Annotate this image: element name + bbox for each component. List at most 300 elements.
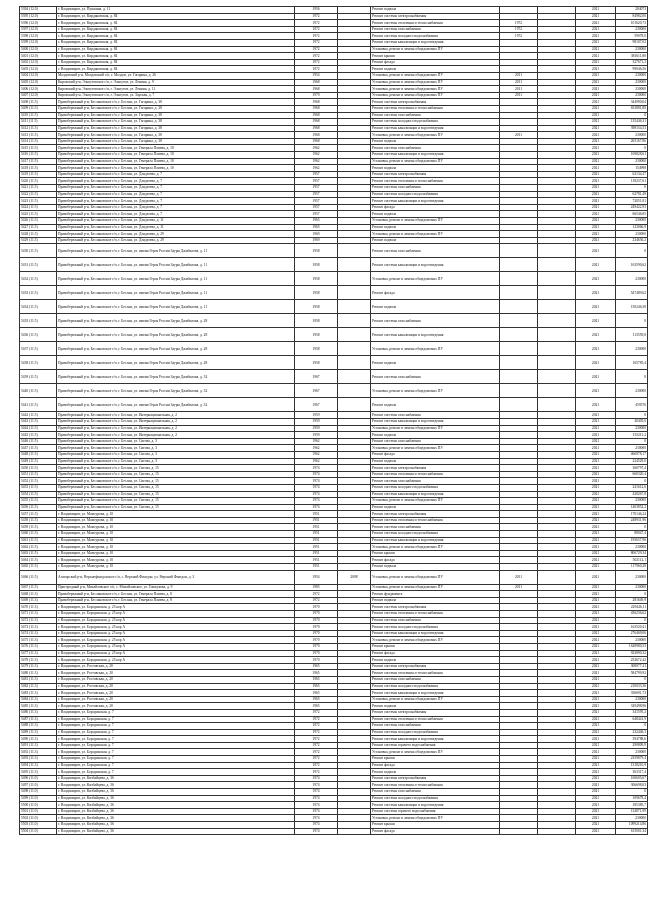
row-number: 5424 (11.5) [20, 204, 57, 211]
extra-year-cell [538, 617, 576, 624]
cost-cell: 502112,1 [616, 557, 648, 564]
planned-year-cell: 2021 [576, 524, 616, 531]
work-type-cell: Установка, ремонт и замена общедомовых ПУ [371, 218, 500, 225]
planned-year-cell: 2021 [576, 570, 616, 584]
build-year-cell: 1968 [295, 79, 338, 86]
extra-year-cell [538, 211, 576, 218]
row-number: 5416 (11.5) [20, 152, 57, 159]
planned-year-cell: 2021 [576, 198, 616, 205]
last-repair-year-cell [500, 484, 538, 491]
last-repair-year-cell [500, 762, 538, 769]
table-row [20, 478, 648, 485]
cost-cell: 363317,4 [616, 769, 648, 776]
planned-year-cell: 2021 [576, 657, 616, 664]
cost-cell: 308077,41 [616, 663, 648, 670]
table-row [20, 637, 648, 644]
cost-cell: 648441,9 [616, 716, 648, 723]
row-number: 5500 (11.0) [20, 802, 57, 809]
address-cell: Правобережный р-н, Беслановское г/п, г. Беслан, ул. Дзидзоева, д. 7 [57, 178, 295, 185]
extra-year-cell [538, 218, 576, 225]
planned-year-cell: 2021 [576, 79, 616, 86]
cost-cell: 276469,06 [616, 630, 648, 637]
table-row [20, 617, 648, 624]
planned-year-cell: 2021 [576, 663, 616, 670]
build-year-cell: 1951 [295, 550, 338, 557]
cost-cell: 163520,41 [616, 624, 648, 631]
planned-year-cell: 2021 [576, 72, 616, 79]
address-cell: Правобережный р-н, Беслановское г/п, г. Беслан, ул. Гагарина, д. 38 [57, 99, 295, 106]
last-repair-year-cell [500, 370, 538, 384]
extra-year-cell [538, 72, 576, 79]
reconstruction-year-cell [338, 438, 371, 445]
table-row [20, 517, 648, 524]
reconstruction-year-cell [338, 356, 371, 370]
cost-cell: 72051,81 [616, 198, 648, 205]
table-row [20, 709, 648, 716]
address-cell: г. Владимиров, ул. Мамсурова, д. 10 [57, 550, 295, 557]
cost-cell: 113559,8 [616, 328, 648, 342]
address-cell: Правобережный р-н, Беслановское г/п, г. Беслан, ул. Интернациональная, д. 2 [57, 432, 295, 439]
table-row [20, 591, 648, 598]
build-year-cell: 1974 [295, 782, 338, 789]
build-year-cell: 1985 [295, 584, 338, 591]
address-cell: Правобережный р-н, Беслановское г/п, г. Беслан, ул. Гагарина, д. 38 [57, 119, 295, 126]
work-type-cell: Ремонт крыши [371, 643, 500, 650]
address-cell: Правобережный р-н, Беслановское г/п, г. Беслан, ул. Дзидзоева, д. 29 [57, 231, 295, 238]
work-type-cell: Ремонт системы электроснабжения [371, 465, 500, 472]
row-number: 5430 (11.5) [20, 244, 57, 258]
build-year-cell: 1962 [295, 438, 338, 445]
build-year-cell: 1957 [295, 211, 338, 218]
extra-year-cell [538, 198, 576, 205]
build-year-cell: 1974 [295, 491, 338, 498]
last-repair-year-cell [500, 802, 538, 809]
last-repair-year-cell [500, 604, 538, 611]
extra-year-cell [538, 478, 576, 485]
work-type-cell: Ремонт системы канализации и водоотведения [371, 802, 500, 809]
build-year-cell: 1959 [295, 425, 338, 432]
work-type-cell: Установка, ремонт и замена общедомовых ПУ [371, 445, 500, 452]
reconstruction-year-cell [338, 650, 371, 657]
last-repair-year-cell [500, 328, 538, 342]
extra-year-cell [538, 795, 576, 802]
cost-cell: 210033,36 [616, 683, 648, 690]
work-type-cell: Ремонт подвала [371, 211, 500, 218]
row-number: 5457 (11.5) [20, 511, 57, 518]
build-year-cell: 1967 [295, 398, 338, 412]
build-year-cell: 1959 [295, 412, 338, 419]
table-row [20, 491, 648, 498]
last-repair-year-cell [500, 13, 538, 20]
planned-year-cell: 2021 [576, 92, 616, 99]
reconstruction-year-cell [338, 491, 371, 498]
work-type-cell: Ремонт системы холодного водоснабжения [371, 795, 500, 802]
cost-cell: 185385,7 [616, 802, 648, 809]
extra-year-cell [538, 458, 576, 465]
last-repair-year-cell [500, 511, 538, 518]
last-repair-year-cell: 1972 [500, 26, 538, 33]
row-number: 5479 (11.3) [20, 663, 57, 670]
address-cell: Пригородный р-н, Михайловское с/п, с. Михайловское, ул. Гонжукова, д. 9 [57, 584, 295, 591]
last-repair-year-cell [500, 696, 538, 703]
extra-year-cell [538, 808, 576, 815]
build-year-cell: 1954 [295, 570, 338, 584]
row-number: 5482 (11.3) [20, 683, 57, 690]
row-number: 5468 (11.3) [20, 591, 57, 598]
reconstruction-year-cell [338, 178, 371, 185]
extra-year-cell [538, 398, 576, 412]
work-type-cell: Ремонт системы электроснабжения [371, 604, 500, 611]
planned-year-cell: 2021 [576, 451, 616, 458]
table-row [20, 204, 648, 211]
table-row [20, 59, 648, 66]
extra-year-cell [538, 564, 576, 571]
build-year-cell: 1958 [295, 356, 338, 370]
planned-year-cell: 2021 [576, 112, 616, 119]
extra-year-cell [538, 125, 576, 132]
cost-cell: 195657,96 [616, 537, 648, 544]
last-repair-year-cell [500, 218, 538, 225]
build-year-cell: 1951 [295, 544, 338, 551]
cost-cell: 356691,73 [616, 690, 648, 697]
cost-cell: 230000 [616, 696, 648, 703]
build-year-cell: 1958 [295, 286, 338, 300]
table-row [20, 178, 648, 185]
cost-cell: 0 [616, 591, 648, 598]
row-number: 5423 (11.5) [20, 198, 57, 205]
row-number: 5504 (11.0) [20, 828, 57, 835]
reconstruction-year-cell [338, 676, 371, 683]
table-row [20, 86, 648, 93]
cost-cell: 0 [616, 478, 648, 485]
extra-year-cell [538, 191, 576, 198]
reconstruction-year-cell [338, 258, 371, 272]
build-year-cell: 1956 [295, 7, 338, 14]
planned-year-cell: 2021 [576, 723, 616, 730]
table-row [20, 286, 648, 300]
build-year-cell: 1968 [295, 112, 338, 119]
address-cell: Правобережный р-н, Беслановское г/п, г. Беслан, ул. Сигова, д. 3 [57, 451, 295, 458]
table-row [20, 171, 648, 178]
work-type-cell: Установка, ремонт и замена общедомовых ПУ [371, 425, 500, 432]
planned-year-cell: 2021 [576, 808, 616, 815]
planned-year-cell: 2021 [576, 384, 616, 398]
work-type-cell: Ремонт подвала [371, 237, 500, 244]
row-number: 5474 (11.3) [20, 630, 57, 637]
reconstruction-year-cell [338, 20, 371, 27]
reconstruction-year-cell [338, 762, 371, 769]
reconstruction-year-cell [338, 86, 371, 93]
row-number: 5481 (11.3) [20, 676, 57, 683]
build-year-cell: 1951 [295, 524, 338, 531]
last-repair-year-cell [500, 716, 538, 723]
work-type-cell: Ремонт крыши [371, 822, 500, 829]
work-type-cell: Ремонт фундамента [371, 591, 500, 598]
cost-cell: 249422,93 [616, 204, 648, 211]
planned-year-cell: 2021 [576, 597, 616, 604]
planned-year-cell: 2021 [576, 729, 616, 736]
build-year-cell: 1968 [295, 132, 338, 139]
extra-year-cell [538, 286, 576, 300]
build-year-cell: 1962 [295, 458, 338, 465]
work-type-cell: Ремонт фасада [371, 557, 500, 564]
build-year-cell: 1972 [295, 729, 338, 736]
last-repair-year-cell: 2011 [500, 584, 538, 591]
row-number: 5478 (11.3) [20, 657, 57, 664]
reconstruction-year-cell [338, 617, 371, 624]
row-number: 5490 (11.3) [20, 736, 57, 743]
last-repair-year-cell [500, 119, 538, 126]
row-number: 5444 (11.5) [20, 425, 57, 432]
address-cell: Правобережный р-н, Беслановское г/п, г. Беслан, ул. имени Героя России Зауры Джибилова, д. 11 [57, 272, 295, 286]
table-row [20, 418, 648, 425]
last-repair-year-cell [500, 272, 538, 286]
last-repair-year-cell [500, 46, 538, 53]
address-cell: г. Владимиров, ул. Ростовская, д. 20 [57, 676, 295, 683]
reconstruction-year-cell [338, 328, 371, 342]
cost-cell: 284073 [616, 7, 648, 14]
row-number: 5462 (11.5) [20, 544, 57, 551]
planned-year-cell: 2021 [576, 504, 616, 511]
work-type-cell: Ремонт системы горячего водоснабжения [371, 808, 500, 815]
address-cell: г. Владимиров, ул. Кизбайцева, д. 36 [57, 808, 295, 815]
extra-year-cell [538, 451, 576, 458]
extra-year-cell [538, 756, 576, 763]
extra-year-cell [538, 425, 576, 432]
build-year-cell: 1974 [295, 471, 338, 478]
build-year-cell: 1959 [295, 418, 338, 425]
table-row [20, 258, 648, 272]
extra-year-cell [538, 237, 576, 244]
work-type-cell: Ремонт подвала [371, 356, 500, 370]
work-type-cell: Ремонт системы электроснабжения [371, 709, 500, 716]
address-cell: Правобережный р-н, Беслановское г/п, г. Беслан, ул. Гагарина, д. 38 [57, 105, 295, 112]
work-type-cell: Ремонт системы канализации и водоотведения [371, 418, 500, 425]
cost-cell: 99046,56 [616, 66, 648, 73]
row-number: 5498 (11.0) [20, 789, 57, 796]
work-type-cell: Ремонт системы канализации и водоотведения [371, 537, 500, 544]
work-type-cell: Ремонт системы электроснабжения [371, 13, 500, 20]
planned-year-cell: 2021 [576, 795, 616, 802]
row-number: 5467 (11.5) [20, 584, 57, 591]
build-year-cell: 1951 [295, 517, 338, 524]
address-cell: г. Владимиров, ул. Ростовская, д. 20 [57, 683, 295, 690]
reconstruction-year-cell [338, 59, 371, 66]
last-repair-year-cell [500, 564, 538, 571]
address-cell: Правобережный р-н, Беслановское г/п, г. Беслан, ул. Генерала Плиева, д. 8 [57, 597, 295, 604]
work-type-cell: Установка, ремонт и замена общедомовых ПУ [371, 498, 500, 505]
cost-cell: 230000 [616, 384, 648, 398]
work-type-cell: Ремонт системы отопления и теплоснабжения [371, 611, 500, 618]
work-type-cell: Ремонт системы канализации и водоотведения [371, 125, 500, 132]
last-repair-year-cell [500, 544, 538, 551]
row-number: 5443 (11.5) [20, 418, 57, 425]
table-row [20, 471, 648, 478]
build-year-cell: 1974 [295, 478, 338, 485]
address-cell: Правобережный р-н, Беслановское г/п, г. Беслан, ул. Генерала Плиева, д. 10 [57, 152, 295, 159]
reconstruction-year-cell [338, 13, 371, 20]
row-number: 5496 (11.0) [20, 775, 57, 782]
extra-year-cell [538, 20, 576, 27]
extra-year-cell [538, 300, 576, 314]
build-year-cell: 1972 [295, 46, 338, 53]
last-repair-year-cell [500, 498, 538, 505]
table-row [20, 328, 648, 342]
address-cell: г. Владимиров, ул. Бородинская, д. 25 кор А [57, 624, 295, 631]
row-number: 5432 (11.5) [20, 272, 57, 286]
work-type-cell: Ремонт подвала [371, 657, 500, 664]
cost-cell: 615001,34 [616, 828, 648, 835]
reconstruction-year-cell [338, 703, 371, 710]
planned-year-cell: 2021 [576, 105, 616, 112]
planned-year-cell: 2021 [576, 412, 616, 419]
reconstruction-year-cell [338, 158, 371, 165]
reconstruction-year-cell [338, 39, 371, 46]
reconstruction-year-cell [338, 637, 371, 644]
last-repair-year-cell [500, 815, 538, 822]
planned-year-cell: 2021 [576, 171, 616, 178]
work-type-cell: Установка, ремонт и замена общедомовых ПУ [371, 696, 500, 703]
address-cell: Правобережный р-н, Беслановское г/п, г. Беслан, ул. имени Героя России Зауры Джибилова, д. 28 [57, 342, 295, 356]
last-repair-year-cell [500, 670, 538, 677]
build-year-cell: 1970 [295, 92, 338, 99]
address-cell: г. Владимиров, ул. Кизбайцева, д. 36 [57, 795, 295, 802]
table-row [20, 723, 648, 730]
last-repair-year-cell [500, 39, 538, 46]
planned-year-cell: 2021 [576, 458, 616, 465]
reconstruction-year-cell [338, 657, 371, 664]
work-type-cell: Ремонт системы канализации и водоотведения [371, 736, 500, 743]
table-row [20, 749, 648, 756]
cost-cell: 230000 [616, 498, 648, 505]
table-row [20, 370, 648, 384]
reconstruction-year-cell [338, 756, 371, 763]
address-cell: Правобережный р-н, Беслановское г/п, г. Беслан, ул. Сигова, д. 15 [57, 498, 295, 505]
reconstruction-year-cell [338, 729, 371, 736]
work-type-cell: Ремонт фасада [371, 451, 500, 458]
table-row [20, 432, 648, 439]
row-number: 5442 (11.5) [20, 412, 57, 419]
extra-year-cell [538, 342, 576, 356]
work-type-cell: Ремонт системы газоснабжения [371, 145, 500, 152]
cost-cell: 230000 [616, 218, 648, 225]
cost-cell: 234636,2 [616, 237, 648, 244]
last-repair-year-cell [500, 709, 538, 716]
reconstruction-year-cell [338, 544, 371, 551]
planned-year-cell: 2021 [576, 465, 616, 472]
address-cell: Правобережный р-н, Беслановское г/п, г. Беслан, ул. Дзидзоева, д. 7 [57, 211, 295, 218]
registry-table [19, 6, 648, 835]
work-type-cell: Установка, ремонт и замена общедомовых ПУ [371, 749, 500, 756]
reconstruction-year-cell [338, 398, 371, 412]
reconstruction-year-cell [338, 26, 371, 33]
address-cell: г. Владимиров, ул. Кирдановская, д. 84 [57, 59, 295, 66]
address-cell: г. Владимиров, ул. Мамсурова, д. 10 [57, 511, 295, 518]
work-type-cell: Ремонт системы канализации и водоотведения [371, 152, 500, 159]
build-year-cell: 1957 [295, 185, 338, 192]
build-year-cell: 1974 [295, 808, 338, 815]
cost-cell: 169828,61 [616, 152, 648, 159]
table-row [20, 384, 648, 398]
table-row [20, 112, 648, 119]
reconstruction-year-cell [338, 775, 371, 782]
work-type-cell: Ремонт системы канализации и водоотведения [371, 328, 500, 342]
table-row [20, 342, 648, 356]
cost-cell: 1628980,53 [616, 643, 648, 650]
address-cell: г. Владимиров, ул. Мамсурова, д. 10 [57, 564, 295, 571]
planned-year-cell: 2021 [576, 39, 616, 46]
last-repair-year-cell: 2011 [500, 86, 538, 93]
cost-cell: 381611,86 [616, 53, 648, 60]
planned-year-cell: 2021 [576, 782, 616, 789]
extra-year-cell [538, 663, 576, 670]
work-type-cell: Установка, ремонт и замена общедомовых ПУ [371, 92, 500, 99]
extra-year-cell [538, 591, 576, 598]
build-year-cell: 1970 [295, 643, 338, 650]
work-type-cell: Ремонт системы газоснабжения [371, 412, 500, 419]
extra-year-cell [538, 418, 576, 425]
address-cell: г. Владимиров, ул. Бородинская, д. 7 [57, 742, 295, 749]
extra-year-cell [538, 769, 576, 776]
table-row [20, 670, 648, 677]
cost-cell: 230000 [616, 445, 648, 452]
address-cell: г. Владимиров, ул. Бородинская, д. 25 кор А [57, 604, 295, 611]
work-type-cell: Ремонт системы газоснабжения [371, 26, 500, 33]
planned-year-cell: 2021 [576, 611, 616, 618]
work-type-cell: Ремонт подвала [371, 138, 500, 145]
extra-year-cell [538, 723, 576, 730]
table-row [20, 125, 648, 132]
build-year-cell: 1965 [295, 224, 338, 231]
build-year-cell: 1965 [295, 663, 338, 670]
reconstruction-year-cell [338, 79, 371, 86]
row-number: 5466 (11.5) [20, 570, 57, 584]
extra-year-cell [538, 13, 576, 20]
build-year-cell: 1957 [295, 204, 338, 211]
cost-cell: 248931,96 [616, 517, 648, 524]
work-type-cell: Ремонт подвала [371, 769, 500, 776]
extra-year-cell [538, 828, 576, 835]
extra-year-cell [538, 624, 576, 631]
planned-year-cell: 2021 [576, 272, 616, 286]
row-number: 5418 (11.5) [20, 165, 57, 172]
table-row [20, 191, 648, 198]
extra-year-cell [538, 231, 576, 238]
cost-cell: 459376 [616, 398, 648, 412]
address-cell: Правобережный р-н, Беслановское г/п, г. Беслан, ул. Сигова, д. 15 [57, 504, 295, 511]
last-repair-year-cell [500, 211, 538, 218]
table-row [20, 26, 648, 33]
work-type-cell: Ремонт подвала [371, 504, 500, 511]
build-year-cell: 1965 [295, 703, 338, 710]
table-row [20, 657, 648, 664]
planned-year-cell: 2021 [576, 398, 616, 412]
work-type-cell: Ремонт подвала [371, 432, 500, 439]
extra-year-cell [538, 729, 576, 736]
planned-year-cell: 2021 [576, 342, 616, 356]
last-repair-year-cell [500, 191, 538, 198]
reconstruction-year-cell [338, 742, 371, 749]
reconstruction-year-cell [338, 537, 371, 544]
build-year-cell: 1974 [295, 815, 338, 822]
build-year-cell: 1974 [295, 789, 338, 796]
cost-cell: 2359879,4 [616, 756, 648, 763]
last-repair-year-cell [500, 145, 538, 152]
build-year-cell: 1972 [295, 709, 338, 716]
reconstruction-year-cell [338, 231, 371, 238]
row-number: 5429 (11.5) [20, 237, 57, 244]
extra-year-cell [538, 138, 576, 145]
